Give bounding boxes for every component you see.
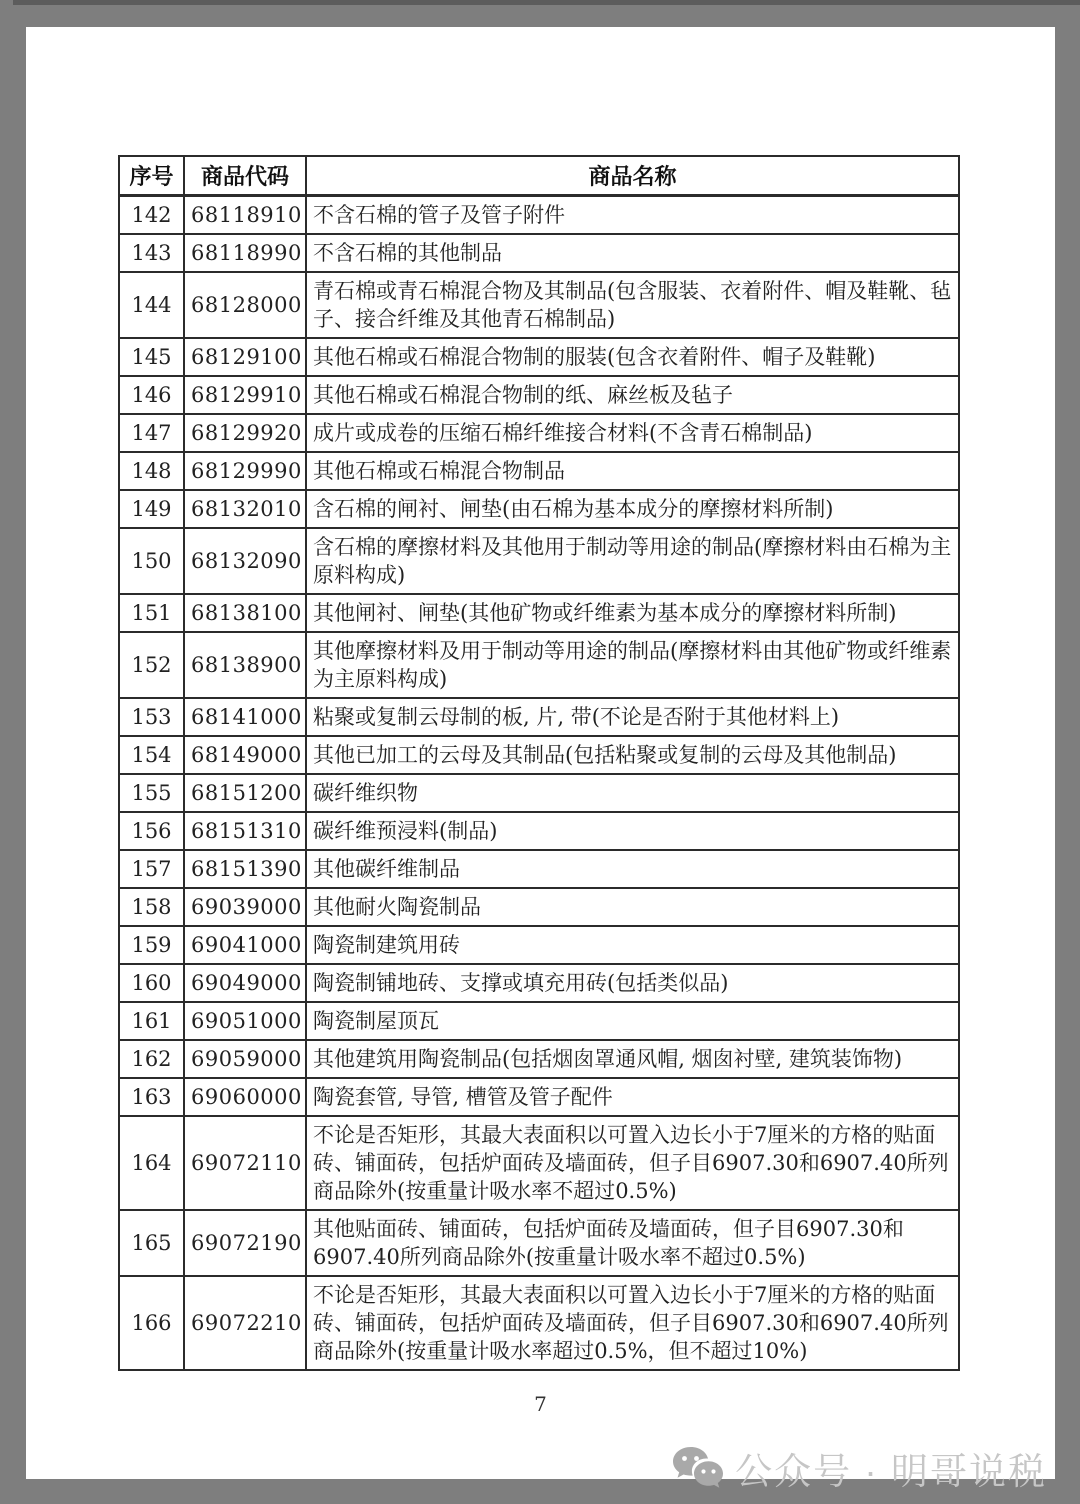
watermark-text: 公众号 · 明哥说税 (735, 1451, 1047, 1492)
commodity-code-cell: 68151390 (184, 850, 306, 888)
commodity-name-cell: 其他石棉或石棉混合物制品 (306, 452, 959, 490)
table-row (119, 774, 959, 812)
table-body (119, 196, 959, 1371)
serial-number-cell: 144 (119, 272, 184, 338)
commodity-name-cell: 陶瓷制建筑用砖 (306, 926, 959, 964)
commodity-code-cell: 68118910 (184, 196, 306, 235)
table-row (119, 272, 959, 338)
commodity-name-cell: 其他耐火陶瓷制品 (306, 888, 959, 926)
commodity-name-cell: 粘聚或复制云母制的板, 片, 带(不论是否附于其他材料上) (306, 698, 959, 736)
commodity-code-cell: 69060000 (184, 1078, 306, 1116)
commodity-code-cell: 69051000 (184, 1002, 306, 1040)
commodity-code-cell: 68138900 (184, 632, 306, 698)
serial-number-cell: 153 (119, 698, 184, 736)
document-page (26, 27, 1055, 1492)
commodity-name-cell: 含石棉的闸衬、闸垫(由石棉为基本成分的摩擦材料所制) (306, 490, 959, 528)
table-row (119, 964, 959, 1002)
serial-number-cell: 164 (119, 1116, 184, 1210)
commodity-code-cell: 69072190 (184, 1210, 306, 1276)
commodity-name-cell: 成片或成卷的压缩石棉纤维接合材料(不含青石棉制品) (306, 414, 959, 452)
commodity-code-cell: 68149000 (184, 736, 306, 774)
table-row (119, 338, 959, 376)
commodity-name-cell: 碳纤维预浸料(制品) (306, 812, 959, 850)
commodity-name-cell: 其他建筑用陶瓷制品(包括烟囱罩通风帽, 烟囱衬壁, 建筑装饰物) (306, 1040, 959, 1078)
serial-number-cell: 145 (119, 338, 184, 376)
serial-number-cell: 149 (119, 490, 184, 528)
page-number: 7 (534, 1392, 547, 1416)
commodity-name-cell: 其他石棉或石棉混合物制的纸、麻丝板及毡子 (306, 376, 959, 414)
header-serial-number: 序号 (119, 156, 184, 196)
commodity-name-cell: 不论是否矩形，其最大表面积以可置入边长小于7厘米的方格的贴面砖、铺面砖，包括炉面砖及墙面砖，但子目6907.30和6907.40所列商品除外(按重量计吸水率超过0.5%，但不超过10%) (306, 1276, 959, 1370)
serial-number-cell: 160 (119, 964, 184, 1002)
commodity-name-cell: 其他石棉或石棉混合物制的服装(包含衣着附件、帽子及鞋靴) (306, 338, 959, 376)
table-row (119, 1078, 959, 1116)
serial-number-cell: 158 (119, 888, 184, 926)
commodity-name-cell: 其他摩擦材料及用于制动等用途的制品(摩擦材料由其他矿物或纤维素为主原料构成) (306, 632, 959, 698)
table-row (119, 528, 959, 594)
commodity-code-cell: 68132090 (184, 528, 306, 594)
commodity-code-cell: 68128000 (184, 272, 306, 338)
table-row (119, 1040, 959, 1078)
commodity-code-cell: 68151200 (184, 774, 306, 812)
commodity-name-cell: 其他贴面砖、铺面砖，包括炉面砖及墙面砖，但子目6907.30和6907.40所列商品除外(按重量计吸水率不超过0.5%) (306, 1210, 959, 1276)
commodity-name-cell: 其他闸衬、闸垫(其他矿物或纤维素为基本成分的摩擦材料所制) (306, 594, 959, 632)
commodity-name-cell: 不论是否矩形，其最大表面积以可置入边长小于7厘米的方格的贴面砖、铺面砖，包括炉面砖及墙面砖，但子目6907.30和6907.40所列商品除外(按重量计吸水率不超过0.5%) (306, 1116, 959, 1210)
commodity-code-cell: 68141000 (184, 698, 306, 736)
serial-number-cell: 156 (119, 812, 184, 850)
commodity-name-cell: 含石棉的摩擦材料及其他用于制动等用途的制品(摩擦材料由石棉为主原料构成) (306, 528, 959, 594)
table-row (119, 414, 959, 452)
table-row (119, 376, 959, 414)
table-row (119, 632, 959, 698)
commodity-code-cell: 68138100 (184, 594, 306, 632)
commodity-code-cell: 68132010 (184, 490, 306, 528)
header-commodity-name: 商品名称 (306, 156, 959, 196)
commodity-code-cell: 69041000 (184, 926, 306, 964)
commodity-name-cell: 陶瓷套管, 导管, 槽管及管子配件 (306, 1078, 959, 1116)
serial-number-cell: 161 (119, 1002, 184, 1040)
table-row (119, 594, 959, 632)
commodity-table (118, 155, 960, 1371)
table-row (119, 736, 959, 774)
commodity-code-cell: 68129990 (184, 452, 306, 490)
table-row (119, 1210, 959, 1276)
table-row (119, 490, 959, 528)
commodity-code-cell: 68129920 (184, 414, 306, 452)
serial-number-cell: 151 (119, 594, 184, 632)
table-row (119, 926, 959, 964)
table-row (119, 1002, 959, 1040)
commodity-code-cell: 68129910 (184, 376, 306, 414)
commodity-code-cell: 68151310 (184, 812, 306, 850)
commodity-name-cell: 陶瓷制铺地砖、支撑或填充用砖(包括类似品) (306, 964, 959, 1002)
commodity-code-cell: 68118990 (184, 234, 306, 272)
serial-number-cell: 157 (119, 850, 184, 888)
header-commodity-code: 商品代码 (184, 156, 306, 196)
commodity-code-cell: 69059000 (184, 1040, 306, 1078)
serial-number-cell: 165 (119, 1210, 184, 1276)
table-row (119, 850, 959, 888)
serial-number-cell: 147 (119, 414, 184, 452)
serial-number-cell: 162 (119, 1040, 184, 1078)
serial-number-cell: 142 (119, 196, 184, 235)
commodity-name-cell: 不含石棉的管子及管子附件 (306, 196, 959, 235)
table-row (119, 812, 959, 850)
commodity-name-cell: 其他碳纤维制品 (306, 850, 959, 888)
table-row (119, 1276, 959, 1370)
serial-number-cell: 150 (119, 528, 184, 594)
serial-number-cell: 146 (119, 376, 184, 414)
commodity-code-cell: 69049000 (184, 964, 306, 1002)
serial-number-cell: 148 (119, 452, 184, 490)
commodity-name-cell: 碳纤维织物 (306, 774, 959, 812)
commodity-code-cell: 69072210 (184, 1276, 306, 1370)
viewer-top-edge (13, 0, 1080, 5)
watermark (671, 1441, 1047, 1495)
commodity-code-cell: 69072110 (184, 1116, 306, 1210)
table-row (119, 452, 959, 490)
table-row (119, 698, 959, 736)
wechat-icon (671, 1445, 723, 1491)
commodity-name-cell: 其他已加工的云母及其制品(包括粘聚或复制的云母及其他制品) (306, 736, 959, 774)
commodity-name-cell: 青石棉或青石棉混合物及其制品(包含服装、衣着附件、帽及鞋靴、毡子、接合纤维及其他青石棉制品) (306, 272, 959, 338)
commodity-code-cell: 68129100 (184, 338, 306, 376)
table-row (119, 234, 959, 272)
serial-number-cell: 166 (119, 1276, 184, 1370)
serial-number-cell: 163 (119, 1078, 184, 1116)
table-header-row (119, 156, 959, 196)
table-row (119, 1116, 959, 1210)
serial-number-cell: 152 (119, 632, 184, 698)
serial-number-cell: 154 (119, 736, 184, 774)
table-row (119, 888, 959, 926)
table-row (119, 196, 959, 235)
commodity-name-cell: 陶瓷制屋顶瓦 (306, 1002, 959, 1040)
serial-number-cell: 155 (119, 774, 184, 812)
serial-number-cell: 159 (119, 926, 184, 964)
commodity-name-cell: 不含石棉的其他制品 (306, 234, 959, 272)
serial-number-cell: 143 (119, 234, 184, 272)
commodity-code-cell: 69039000 (184, 888, 306, 926)
